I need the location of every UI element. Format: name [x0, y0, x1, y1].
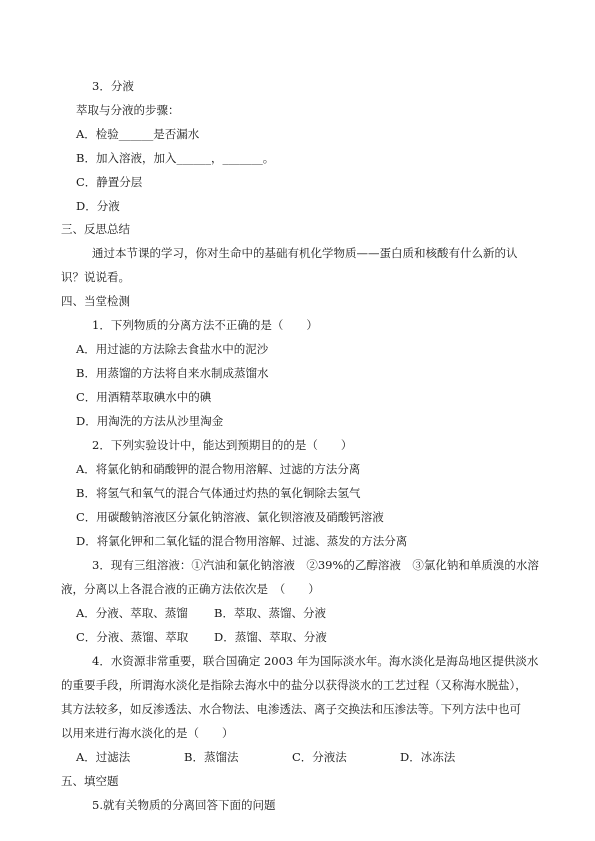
check-heading: 四、当堂检测 [61, 294, 130, 308]
q4-option-c: C．分液法 [292, 750, 347, 764]
q3-options-row2 [76, 630, 327, 644]
q2-stem: 2．下列实验设计中，能达到预期目的的是（ ） [92, 438, 353, 452]
q1-option-a: A．用过滤的方法除去食盐水中的泥沙 [76, 342, 269, 356]
q4-stem-line4: 以用来进行海水淡化的是（ ） [61, 726, 234, 740]
q4-stem-line1: 4．水资源非常重要，联合国确定 2003 年为国际淡水年。海水淡化是海岛地区提供淡水 [92, 654, 539, 668]
q3-option-b: B．萃取、蒸馏、分液 [214, 606, 326, 620]
q2-option-b: B．将氢气和氧气的混合气体通过灼热的氧化铜除去氢气 [76, 486, 361, 500]
q1-option-b: B．用蒸馏的方法将自来水制成蒸馏水 [76, 366, 269, 380]
q4-option-b: B．蒸馏法 [184, 750, 239, 764]
q4-stem-line3: 其方法较多，如反渗透法、水合物法、电渗透法、离子交换法和压渗法等。下列方法中也可 [61, 702, 521, 716]
step-b: B．加入溶液，加入______，_______。 [76, 151, 275, 165]
q3-stem-line1: 3．现有三组溶液：①汽油和氯化钠溶液 ②39%的乙醇溶液 ③氯化钠和单质溴的水溶 [92, 558, 539, 572]
q3-option-d: D．蒸馏、萃取、分液 [214, 630, 327, 644]
reflection-heading: 三、反思总结 [61, 222, 130, 236]
q2-option-a: A．将氯化钠和硝酸钾的混合物用溶解、过滤的方法分离 [76, 462, 361, 476]
q4-stem-line2: 的重要手段，所谓海水淡化是指除去海水中的盐分以获得淡水的工艺过程（又称海水脱盐）， [61, 678, 527, 692]
q2-option-d: D．将氯化钾和二氧化锰的混合物用溶解、过滤、蒸发的方法分离 [76, 534, 408, 548]
q3-option-a: A．分液、萃取、蒸馏 [76, 606, 188, 620]
q3-option-c: C．分液、蒸馏、萃取 [76, 630, 189, 644]
step-a: A．检验______是否漏水 [76, 127, 200, 141]
reflection-text-line2: 识？说说看。 [61, 270, 130, 284]
q5-stem: 5.就有关物质的分离回答下面的问题 [92, 798, 276, 812]
item-3-separation: 3．分液 [92, 79, 134, 93]
q3-stem-line2: 液，分离以上各混合液的正确方法依次是 （ ） [61, 582, 320, 596]
q3-options-row1 [76, 606, 326, 620]
q4-option-d: D．冰冻法 [400, 750, 456, 764]
steps-intro: 萃取与分液的步骤： [76, 103, 180, 117]
q1-option-c: C．用酒精萃取碘水中的碘 [76, 390, 212, 404]
q1-option-d: D．用淘洗的方法从沙里淘金 [76, 414, 224, 428]
q4-option-a: A．过滤法 [76, 750, 131, 764]
q1-stem: 1．下列物质的分离方法不正确的是（ ） [92, 318, 318, 332]
q4-options [76, 750, 455, 764]
q2-option-c: C．用碳酸钠溶液区分氯化钠溶液、氯化钡溶液及硝酸钙溶液 [76, 510, 384, 524]
step-d: D．分液 [76, 199, 120, 213]
fill-heading: 五、填空题 [61, 774, 119, 788]
reflection-text-line1: 通过本节课的学习，你对生命中的基础有机化学物质——蛋白质和核酸有什么新的认 [92, 246, 518, 260]
step-c: C．静置分层 [76, 175, 143, 189]
